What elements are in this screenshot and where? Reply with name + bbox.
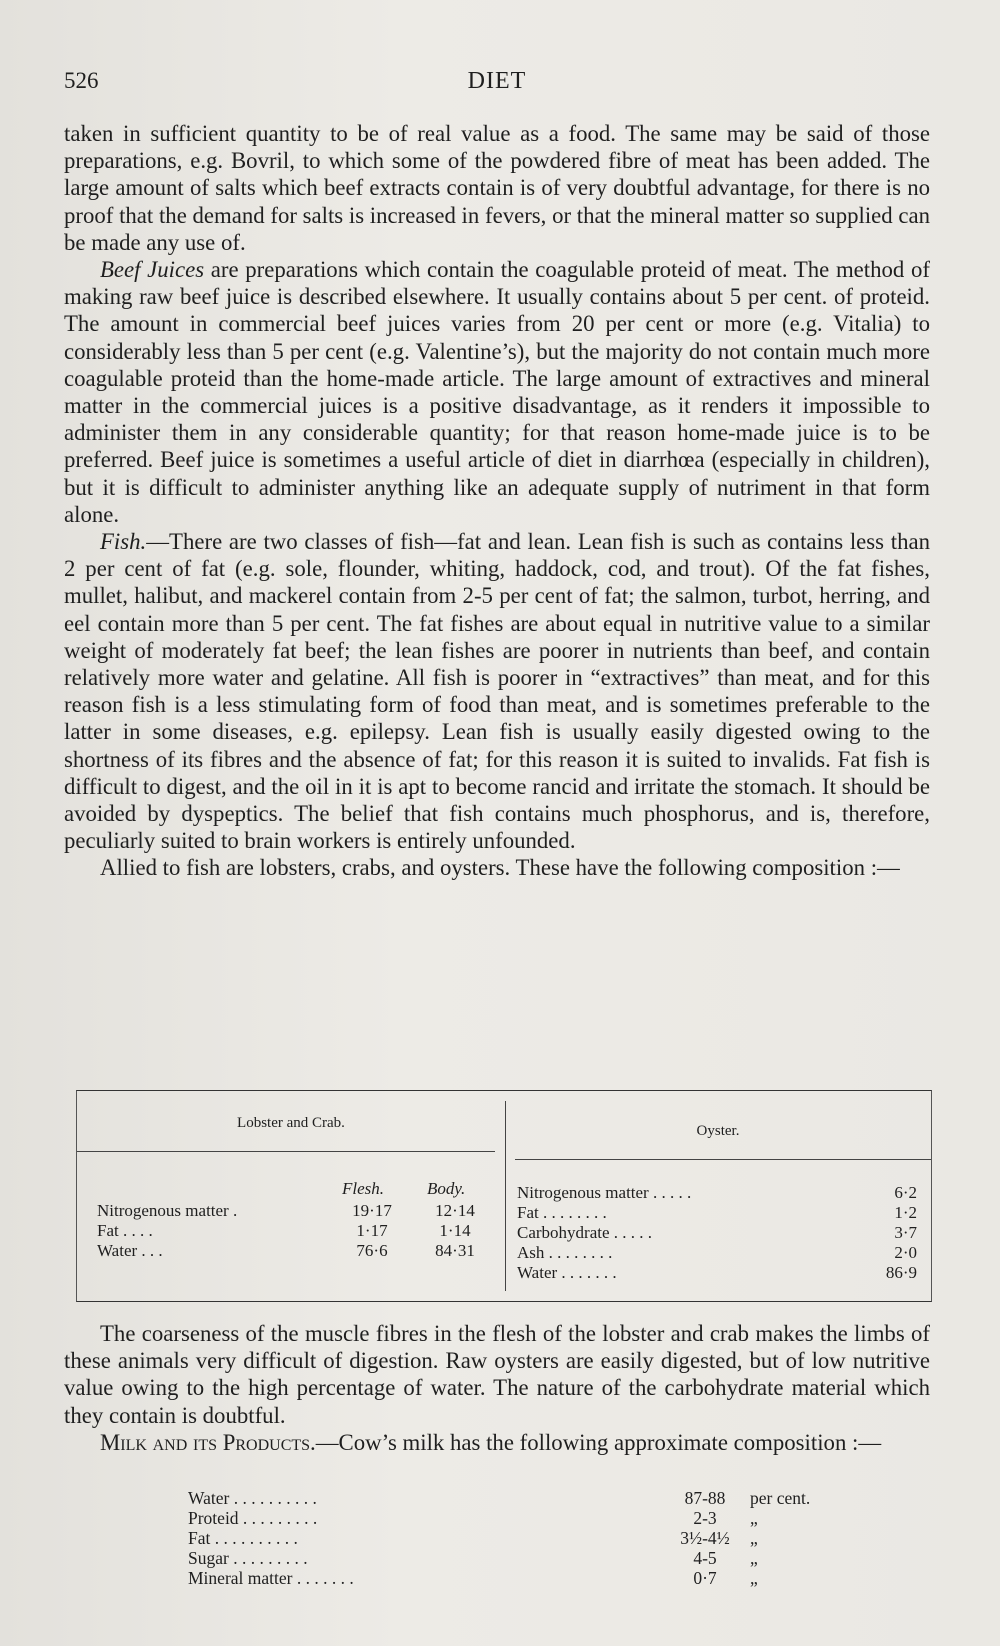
fish-text: —There are two classes of fish—fat and lean. Lean fish is such as contains less than 2 per cent of fat (e.g. sole, flounder, whiting, haddock, cod, and trout). Of the fat fishes, mullet, halibut, and mackerel contain from 2-5 per cent of fat; the salmon, turbot, herring, and eel contain more than 5 per cent. The fat fishes are about equal in nutritive value to a similar weight of moderately fat beef; the lean fishes are poorer in nutrients than beef, and contain relatively more water and gelatine. All fish is poorer in “extractives” than meat, and for this reason fish is a less stimulating form of food than meat, and is sometimes preferable to the latter in some diseases, e.g. epilepsy. Lean fish is usually easily digested owing to the shortness of its fibres and the absence of fat; for this reason it is suited to invalids. Fat fish is difficult to digest, and the oil in it is apt to become rancid and irritate the stomach. It should be avoided by dyspeptics. The belief that fish contains much phosphorus, and is, therefore, peculiarly suited to brain workers is entirely unfounded. [64, 529, 930, 854]
milk-composition-table [188, 1488, 828, 1628]
beef-juices-text: are preparations which contain the coagulable proteid of meat. The method of making raw beef juice is described elsewhere. It usually contains about 5 per cent. of proteid. The amount in commercial beef juices varies from 20 per cent or more (e.g. Vitalia) to considerably less than 5 per cent (e.g. Valentine’s), but the majority do not contain much more coagulable proteid than the home-made article. The large amount of extractives and mineral matter in the commercial juices is a positive disadvantage, as it renders it impossible to administer them in any considerable quantity; for that reason home-made juice is to be preferred. Beef juice is sometimes a useful article of diet in diarrhœa (especially in children), but it is difficult to administer anything like an adequate supply of nutriment in that form alone. [64, 257, 930, 527]
table-row: Water . . . . . . . 86·9 [517, 1263, 917, 1282]
fish-heading: Fish. [100, 529, 147, 555]
table-rule-left [77, 1151, 495, 1152]
paragraph-milk [64, 1429, 930, 1456]
table-row: Fat . . . . 1·17 1·14 [97, 1221, 471, 1240]
table-divider [505, 1101, 506, 1291]
table-row: Fat . . . . . . . . 1·2 [517, 1203, 917, 1222]
table-row: Ash . . . . . . . . 2·0 [517, 1243, 917, 1262]
milk-text: —Cow’s milk has the following approximate composition :— [315, 1429, 882, 1455]
table-row: Mineral matter . . . . . . . 0·7 „ [188, 1568, 758, 1588]
paragraph-fish [64, 528, 930, 854]
beef-juices-heading: Beef Juices [100, 257, 205, 283]
running-title: DIET [467, 68, 527, 94]
flesh-column-header: Flesh. [342, 1179, 385, 1198]
page-number: 526 [64, 68, 99, 93]
paragraph-coarseness: The coarseness of the muscle fibres in the flesh of the lobster and crab makes the limbs of these animals very difficult of digestion. Raw oysters are easily digested, but of low nutritive value owing to the high percentage of water. The nature of the carbohydrate material which they contain is doubtful. [64, 1321, 930, 1428]
table-row: Water . . . . . . . . . . 87-88 per cent. [188, 1488, 811, 1508]
paragraph-allied: Allied to fish are lobsters, crabs, and oysters. These have the following composition :— [100, 855, 900, 881]
table-row: Sugar . . . . . . . . . 4-5 „ [188, 1548, 758, 1568]
table-row: Proteid . . . . . . . . . 2-3 „ [188, 1508, 758, 1528]
table-row: Water . . . 76·6 84·31 [97, 1241, 475, 1260]
body-column-header: Body. [427, 1179, 466, 1198]
paragraph-beef-juices [64, 256, 930, 528]
table-rule-right [515, 1159, 931, 1160]
body-text-lower [64, 1320, 930, 1456]
table-row: Nitrogenous matter . 19·17 12·14 [97, 1201, 475, 1220]
body-text [64, 120, 930, 882]
composition-table [76, 1090, 932, 1302]
table-row: Nitrogenous matter . . . . . 6·2 [517, 1183, 917, 1202]
table-row: Carbohydrate . . . . . 3·7 [517, 1223, 917, 1242]
table-row: Fat . . . . . . . . . . 3½-4½ „ [188, 1528, 758, 1548]
oyster-heading: Oyster. [696, 1123, 740, 1139]
lobster-crab-heading: Lobster and Crab. [237, 1115, 345, 1131]
page-header [64, 68, 930, 98]
paragraph-continued: taken in sufficient quantity to be of real value as a food. The same may be said of those preparations, e.g. Bovril, to which some of the powdered fibre of meat has been added. The large amount of salts which beef extracts contain is of very doubtful advantage, for there is no proof that the demand for salts is increased in fevers, or that the mineral matter so supplied can be made any use of. [64, 121, 931, 255]
milk-heading: Milk and its Products. [100, 1429, 316, 1455]
